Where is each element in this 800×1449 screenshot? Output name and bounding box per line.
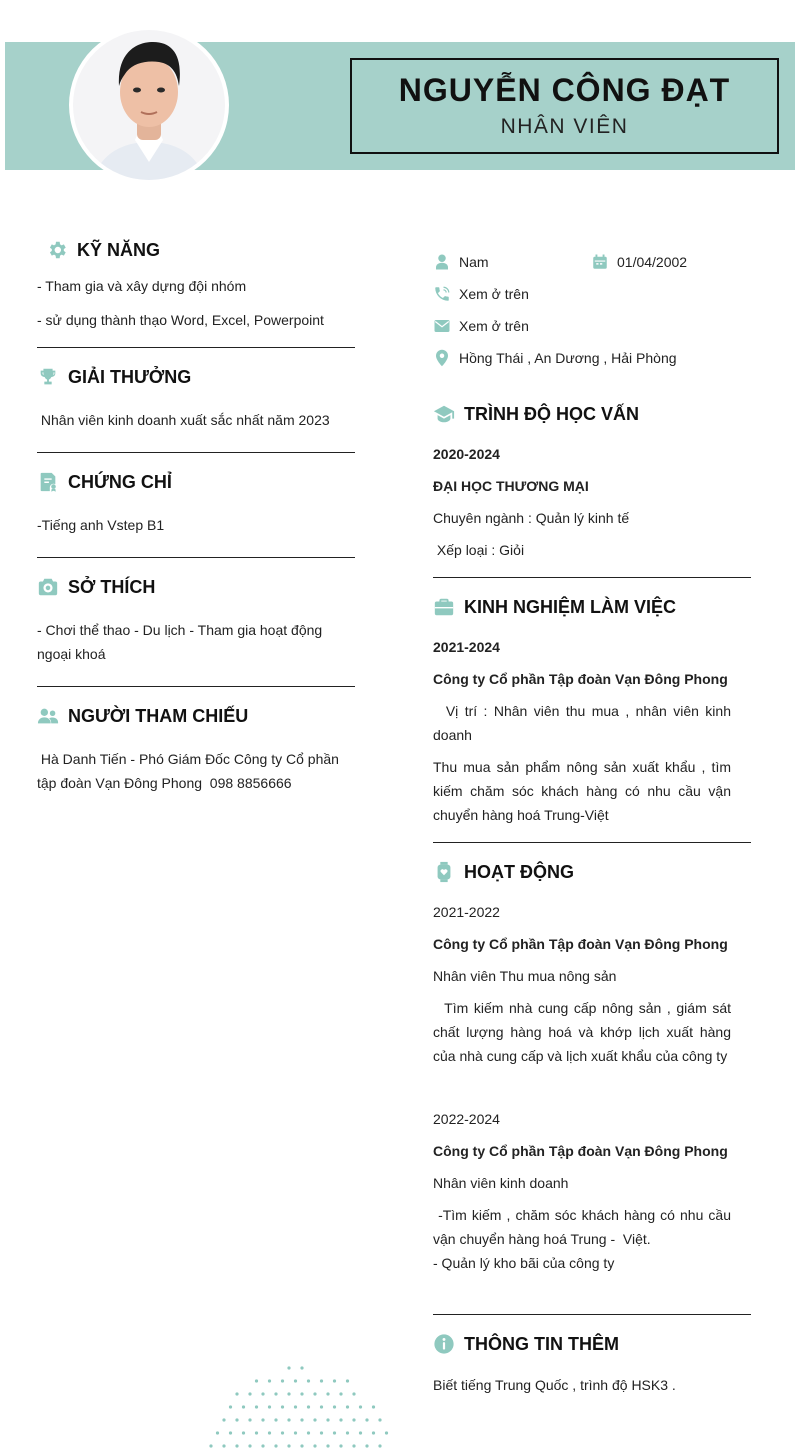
decorative-dot bbox=[274, 1418, 277, 1421]
address-item bbox=[433, 342, 751, 374]
decorative-dot bbox=[352, 1418, 355, 1421]
decorative-dot bbox=[222, 1418, 225, 1421]
phone-item bbox=[433, 278, 751, 310]
decorative-dot bbox=[261, 1418, 264, 1421]
decorative-dot bbox=[313, 1444, 316, 1447]
decorative-dot bbox=[378, 1418, 381, 1421]
decorative-dot bbox=[261, 1444, 264, 1447]
decorative-dot bbox=[242, 1405, 245, 1408]
experience-period: 2021-2024 bbox=[433, 639, 500, 655]
activity-period: 2022-2024 bbox=[433, 1111, 500, 1127]
decorative-dot bbox=[294, 1405, 297, 1408]
divider bbox=[37, 452, 355, 453]
decorative-dot bbox=[372, 1405, 375, 1408]
certificate-icon bbox=[37, 471, 59, 493]
divider bbox=[433, 577, 751, 578]
awards-title: GIẢI THƯỞNG bbox=[68, 366, 192, 387]
decorative-dot bbox=[235, 1418, 238, 1421]
decorative-dot bbox=[339, 1444, 342, 1447]
info-icon bbox=[433, 1333, 455, 1355]
decorative-dot bbox=[255, 1379, 258, 1382]
decorative-dot bbox=[229, 1405, 232, 1408]
hobbies-title: SỞ THÍCH bbox=[68, 576, 156, 597]
phone-icon bbox=[433, 285, 451, 303]
certificate-text: -Tiếng anh Vstep B1 bbox=[37, 517, 165, 533]
decorative-dot bbox=[333, 1405, 336, 1408]
awards-heading bbox=[37, 363, 355, 391]
decorative-dot bbox=[222, 1444, 225, 1447]
decorative-dot bbox=[333, 1431, 336, 1434]
decorative-dot bbox=[248, 1392, 251, 1395]
decorative-dot bbox=[333, 1379, 336, 1382]
activity-period: 2021-2022 bbox=[433, 904, 500, 920]
education-major: Chuyên ngành : Quản lý kinh tế bbox=[433, 510, 630, 526]
graduation-cap-icon bbox=[433, 403, 455, 425]
decorative-dot bbox=[320, 1431, 323, 1434]
gender-item bbox=[433, 246, 591, 278]
experience-company: Công ty Cổ phần Tập đoàn Vạn Đông Phong bbox=[433, 671, 728, 687]
decorative-dot bbox=[320, 1379, 323, 1382]
decorative-dot bbox=[268, 1405, 271, 1408]
decorative-dot bbox=[235, 1392, 238, 1395]
experience-title: KINH NGHIỆM LÀM VIỆC bbox=[464, 596, 677, 617]
skills-title: KỸ NĂNG bbox=[77, 239, 161, 260]
activity-description: -Tìm kiếm , chăm sóc khách hàng có nhu cầu vận chuyển hàng hoá Trung - Việt. bbox=[433, 1207, 735, 1247]
decorative-dot bbox=[339, 1392, 342, 1395]
education-period: 2020-2024 bbox=[433, 446, 500, 462]
decorative-dot bbox=[261, 1392, 264, 1395]
location-pin-icon bbox=[433, 349, 451, 367]
decorative-dot bbox=[294, 1379, 297, 1382]
divider bbox=[433, 1314, 751, 1315]
decorative-dot bbox=[274, 1392, 277, 1395]
activity-role: Nhân viên Thu mua nông sản bbox=[433, 968, 617, 984]
reference-text: Hà Danh Tiến - Phó Giám Đốc Công ty Cổ phần tập đoàn Vạn Đông Phong 098 8856666 bbox=[37, 751, 343, 791]
decorative-dot bbox=[287, 1444, 290, 1447]
camera-icon bbox=[37, 576, 59, 598]
references-title: NGƯỜI THAM CHIẾU bbox=[68, 705, 249, 726]
decorative-dot bbox=[268, 1379, 271, 1382]
decorative-dot bbox=[320, 1405, 323, 1408]
decorative-dot bbox=[294, 1431, 297, 1434]
education-title: TRÌNH ĐỘ HỌC VẤN bbox=[464, 403, 639, 424]
profile-photo bbox=[69, 26, 229, 184]
decorative-dot bbox=[287, 1418, 290, 1421]
decorative-dot bbox=[229, 1431, 232, 1434]
decorative-dot bbox=[313, 1418, 316, 1421]
badge-icon bbox=[433, 861, 455, 883]
experience-position: Vị trí : Nhân viên thu mua , nhân viên kinh doanh bbox=[433, 703, 735, 743]
name-box bbox=[350, 58, 779, 154]
left-column bbox=[37, 236, 355, 795]
decorative-dot bbox=[372, 1431, 375, 1434]
additional-text: Biết tiếng Trung Quốc , trình độ HSK3 . bbox=[433, 1377, 676, 1393]
additional-title: THÔNG TIN THÊM bbox=[464, 1333, 619, 1354]
decorative-dot bbox=[346, 1431, 349, 1434]
decorative-dot bbox=[300, 1392, 303, 1395]
certificates-heading bbox=[37, 468, 355, 496]
envelope-icon bbox=[433, 317, 451, 335]
decorative-dot bbox=[326, 1392, 329, 1395]
education-school: ĐẠI HỌC THƯƠNG MẠI bbox=[433, 478, 589, 494]
birthdate-item bbox=[591, 246, 687, 278]
decorative-dot bbox=[287, 1392, 290, 1395]
decorative-dot bbox=[359, 1405, 362, 1408]
decorative-dot bbox=[352, 1392, 355, 1395]
activity-role: Nhân viên kinh doanh bbox=[433, 1175, 569, 1191]
decorative-dot bbox=[300, 1366, 303, 1369]
certificates-title: CHỨNG CHỈ bbox=[68, 471, 172, 492]
decorative-dot bbox=[287, 1366, 290, 1369]
award-text: Nhân viên kinh doanh xuất sắc nhất năm 2023 bbox=[37, 412, 330, 428]
decorative-dot bbox=[307, 1379, 310, 1382]
activity-company: Công ty Cổ phần Tập đoàn Vạn Đông Phong bbox=[433, 1143, 728, 1159]
candidate-title: NHÂN VIÊN bbox=[500, 115, 629, 138]
decorative-dot bbox=[352, 1444, 355, 1447]
skills-heading bbox=[46, 236, 355, 264]
address-text: Hồng Thái , An Dương , Hải Phòng bbox=[459, 350, 677, 366]
phone-text: Xem ở trên bbox=[459, 286, 529, 302]
divider bbox=[37, 557, 355, 558]
decorative-dot bbox=[235, 1444, 238, 1447]
decorative-dot bbox=[300, 1444, 303, 1447]
contact-row bbox=[433, 246, 751, 278]
divider bbox=[37, 686, 355, 687]
email-item bbox=[433, 310, 751, 342]
email-text: Xem ở trên bbox=[459, 318, 529, 334]
references-heading bbox=[37, 702, 355, 730]
decorative-dot bbox=[281, 1431, 284, 1434]
person-icon bbox=[433, 253, 451, 271]
calendar-icon bbox=[591, 253, 609, 271]
decorative-dot bbox=[268, 1431, 271, 1434]
divider bbox=[37, 347, 355, 348]
decorative-dot bbox=[385, 1431, 388, 1434]
activity-description-line: - Quản lý kho bãi của công ty bbox=[433, 1255, 615, 1271]
activity-company: Công ty Cổ phần Tập đoàn Vạn Đông Phong bbox=[433, 936, 728, 952]
decorative-dot bbox=[281, 1379, 284, 1382]
candidate-name: NGUYỄN CÔNG ĐẠT bbox=[398, 72, 731, 108]
additional-heading bbox=[433, 1330, 751, 1358]
hobbies-heading bbox=[37, 573, 355, 601]
gear-icon bbox=[46, 239, 68, 261]
divider bbox=[433, 842, 751, 843]
trophy-icon bbox=[37, 366, 59, 388]
decorative-dot bbox=[326, 1418, 329, 1421]
decorative-dot bbox=[313, 1392, 316, 1395]
decorative-dot bbox=[255, 1405, 258, 1408]
education-grade: Xếp loại : Giỏi bbox=[433, 542, 525, 558]
portrait-image bbox=[73, 30, 225, 180]
decorative-dot bbox=[339, 1418, 342, 1421]
experience-description: Thu mua sản phẩm nông sản xuất khẩu , tìm kiếm chăm sóc khách hàng có nhu cầu vận chuyển hàng hoá Trung-Việt bbox=[433, 759, 731, 823]
decorative-dot bbox=[346, 1379, 349, 1382]
activity-description: Tìm kiếm nhà cung cấp nông sản , giám sát chất lượng hàng hoá và khớp lịch xuất hàng của nhà cung cấp và lịch xuất khẩu của công ty bbox=[433, 1000, 735, 1064]
decorative-dot bbox=[216, 1431, 219, 1434]
decorative-dot bbox=[365, 1444, 368, 1447]
right-column bbox=[433, 246, 751, 1397]
skill-item: - sử dụng thành thạo Word, Excel, Powerpoint bbox=[37, 312, 324, 328]
decorative-dot bbox=[326, 1444, 329, 1447]
decorative-dot bbox=[209, 1444, 212, 1447]
decorative-dot bbox=[242, 1431, 245, 1434]
hobbies-text: - Chơi thể thao - Du lịch - Tham gia hoạt động ngoại khoá bbox=[37, 622, 323, 662]
birthdate-text: 01/04/2002 bbox=[617, 254, 688, 270]
decorative-dot bbox=[359, 1431, 362, 1434]
activities-title: HOẠT ĐỘNG bbox=[464, 861, 574, 882]
users-icon bbox=[37, 705, 59, 727]
briefcase-icon bbox=[433, 596, 455, 618]
education-heading bbox=[433, 400, 751, 428]
skill-item: - Tham gia và xây dựng đội nhóm bbox=[37, 278, 247, 294]
gender-text: Nam bbox=[459, 254, 489, 270]
decorative-dot bbox=[300, 1418, 303, 1421]
decorative-dot bbox=[365, 1418, 368, 1421]
decorative-dot bbox=[281, 1405, 284, 1408]
decorative-dot bbox=[346, 1405, 349, 1408]
decorative-dot bbox=[307, 1431, 310, 1434]
decorative-dots bbox=[205, 1362, 395, 1449]
activities-heading bbox=[433, 858, 751, 886]
decorative-dot bbox=[255, 1431, 258, 1434]
decorative-dot bbox=[307, 1405, 310, 1408]
decorative-dot bbox=[378, 1444, 381, 1447]
decorative-dot bbox=[248, 1444, 251, 1447]
experience-heading bbox=[433, 593, 751, 621]
decorative-dot bbox=[274, 1444, 277, 1447]
decorative-dot bbox=[248, 1418, 251, 1421]
